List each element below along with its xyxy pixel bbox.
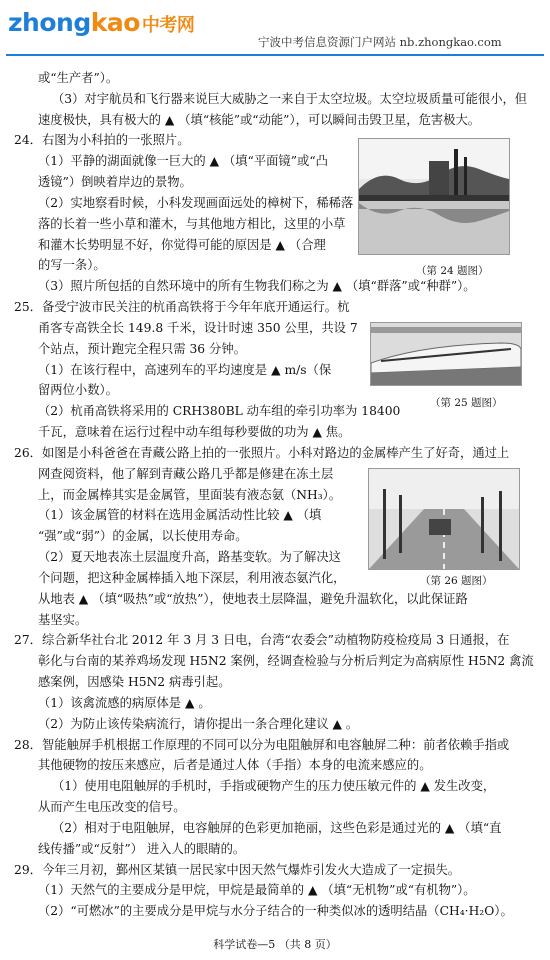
text-line: 落的长着一些小草和灌木，与其他地方相比，这里的小草 <box>38 216 346 231</box>
text-line: 28．智能触屏手机根据工作原理的不同可以分为电阻触屏和电容触屏二种：前者依赖手指或 <box>14 737 510 752</box>
text-line: （1）在该行程中，高速列车的平均速度是 ▲ m/s（保 <box>38 362 332 377</box>
text-line: （2）“可燃冰”的主要成分是甲烷与水分子结合的一种类似冰的透明结晶（CH₄·H₂O）。 <box>38 904 513 919</box>
zhongkao-logo: zhongkao 中考网 <box>8 8 195 37</box>
text-line: 个问题，把这种金属棒插入地下深层，利用液态氨汽化， <box>38 570 346 585</box>
text-line: 24．右图为小科拍的一张照片。 <box>14 133 190 148</box>
text-line: 感案例，因感染 H5N2 病毒引起。 <box>38 675 231 690</box>
text-line: 甬客专高铁全长 149.8 千米，设计时速 350 公里，共设 7 <box>38 320 358 335</box>
page-header <box>0 0 550 56</box>
text-line: （1）使用电阻触屏的手机时，手指或硬物产生的压力使压敏元件的 ▲ 发生改变， <box>52 779 496 794</box>
text-line: 从地表 ▲ （填“吸热”或“放热”），使地表土层降温，避免升温软化，以此保证路 <box>38 591 468 606</box>
text-line: 留两位小数）。 <box>38 383 118 398</box>
text-line: 上，而金属棒其实是金属管，里面装有液态氨（NH₃）。 <box>38 487 342 502</box>
text-line: （2）实地察看时候，小科发现画面远处的樟树下，稀稀落 <box>38 195 354 210</box>
text-line: 从而产生电压改变的信号。 <box>38 800 186 815</box>
photo-q25 <box>370 322 522 386</box>
text-line: 25．备受宁波市民关注的杭甬高铁将于今年年底开通运行。杭 <box>14 300 350 315</box>
text-line: 线传播”或“反射”） 进入人的眼睛的。 <box>38 841 246 856</box>
text-line: 26．如图是小科爸爸在青藏公路上拍的一张照片。小科对路边的金属棒产生了好奇，通过上 <box>14 445 510 460</box>
text-line: 的写一条）。 <box>38 258 106 273</box>
text-line: （3）照片所包括的自然环境中的所有生物我们称之为 ▲ （填“群落”或“种群”）。 <box>38 279 476 294</box>
caption-q26: （第 26 题图） <box>420 575 493 587</box>
text-line: （2）相对于电阻触屏，电容触屏的色彩更加艳丽，这些色彩是通过光的 ▲ （填“直 <box>52 820 502 835</box>
text-line: 个站点，预计跑完全程只需 36 分钟。 <box>38 341 246 356</box>
site-text: 宁波中考信息资源门户网站 nb.zhongkao.com <box>258 35 502 49</box>
page-footer: 科学试卷—5 （共 8 页） <box>213 938 337 951</box>
text-line: 和灌木长势明显不好，你觉得可能的原因是 ▲ （合理 <box>38 237 326 252</box>
text-line: （1）该禽流感的病原体是 ▲ 。 <box>38 695 211 710</box>
text-line: 速度极快，具有极大的 ▲ （填“核能”或“动能”），可以瞬间击毁卫星，危害极大。 <box>38 112 481 127</box>
text-line: 或“生产者”）。 <box>38 71 119 85</box>
text-line: （2）夏天地表冻土层温度升高，路基变软。为了解决这 <box>38 550 341 565</box>
text-line: （2）为防止该传染病流行，请你提出一条合理化建议 ▲ 。 <box>38 716 359 731</box>
text-line: “强”或“弱”）的金属，以长使用寿命。 <box>38 529 248 544</box>
photo-q24 <box>358 138 510 255</box>
text-line: 千瓦，意味着在运行过程中动车组每秒要做的功为 ▲ 焦。 <box>38 425 351 440</box>
text-line: 网查阅资料，他了解到青藏公路几乎都是修建在冻土层 <box>38 466 334 481</box>
caption-q25: （第 25 题图） <box>430 397 503 409</box>
text-line: 29．今年三月初，鄞州区某镇一居民家中因天然气爆炸引发火大造成了一定损失。 <box>14 862 461 877</box>
text-line: 透镜”）倒映着岸边的景物。 <box>38 175 192 190</box>
text-line: （3）对宇航员和飞行器来说巨大威胁之一来自于太空垃圾。太空垃圾质量可能很小，但 <box>52 91 528 106</box>
text-line: （1）天然气的主要成分是甲烷，甲烷是最简单的 ▲ （填“无机物”或“有机物”）。 <box>38 883 476 898</box>
text-line: 其他硬物的按压来感应，后者是通过人体（手指）本身的电流来感应的。 <box>38 758 432 773</box>
text-line: （2）杭甬高铁将采用的 CRH380BL 动车组的牵引功率为 18400 <box>38 404 401 419</box>
caption-q24: （第 24 题图） <box>416 265 489 277</box>
text-line: 基坚实。 <box>38 612 88 627</box>
text-line: 27．综合新华社台北 2012 年 3 月 3 日电，台湾“农委会”动植物防疫检疫局 3 日通报，在 <box>14 633 510 648</box>
text-line: （1）平静的湖面就像一巨大的 ▲ （填“平面镜”或“凸 <box>38 154 328 169</box>
photo-q26 <box>368 468 520 570</box>
text-line: 彰化与台南的某养鸡场发现 H5N2 案例，经调查检验与分析后判定为高病原性 H5N2 禽流 <box>38 654 534 669</box>
header-rule <box>6 54 544 56</box>
text-line: （1）该金属管的材料在选用金属活动性比较 ▲ （填 <box>38 508 322 523</box>
